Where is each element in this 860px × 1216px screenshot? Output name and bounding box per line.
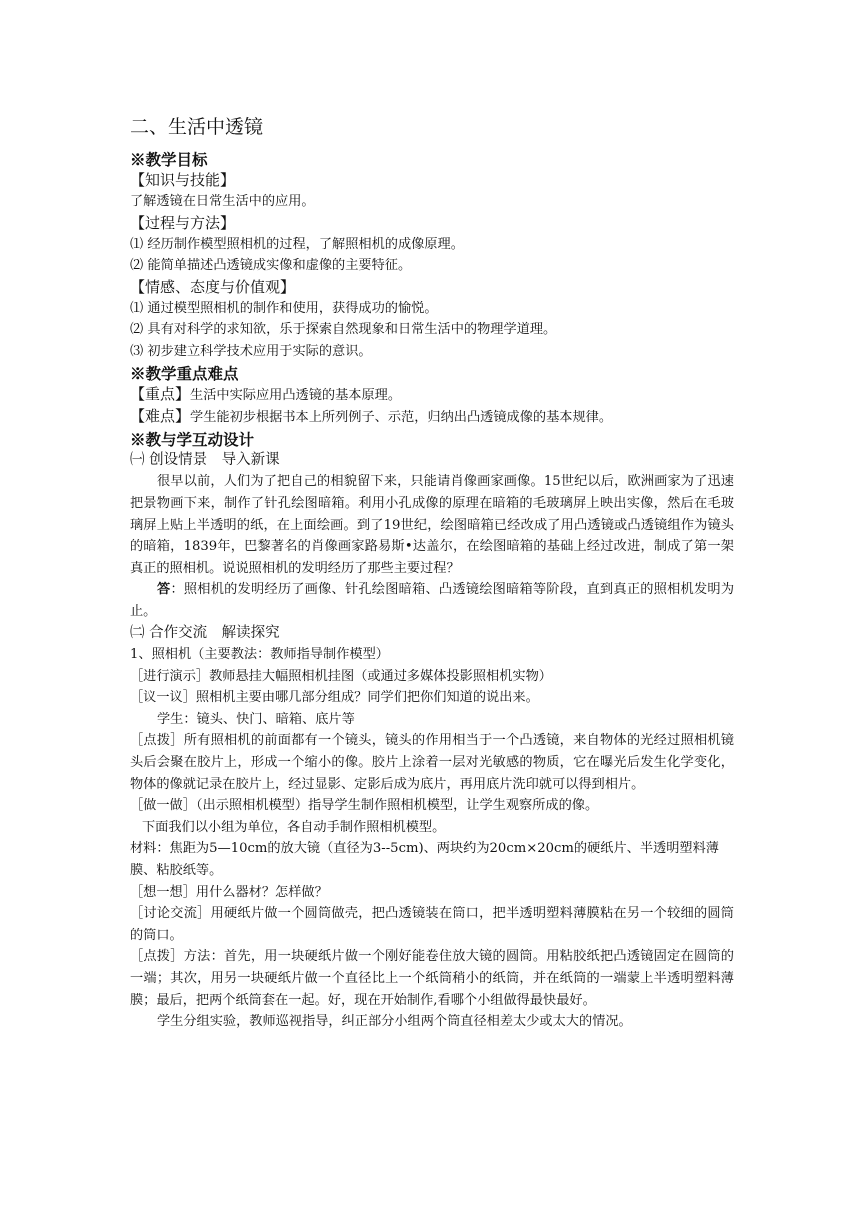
- answer-text: ：照相机的发明经历了画像、针孔绘图暗箱、凸透镜绘图暗箱等阶段，直到真正的照相机发明为止。: [130, 582, 735, 619]
- teaching-goals-heading: ※教学目标: [130, 150, 208, 169]
- process-item: ⑵ 能简单描述凸透镜成实像和虚像的主要特征。: [130, 258, 412, 274]
- hint-paragraph: ［点拨］所有照相机的前面都有一个镜头，镜头的作用相当于一个凸透镜，来自物体的光经过照相机镜头后会聚在胶片上，形成一个缩小的像。胶片上涂着一层对光敏感的物质，它在曝光后发生化学变化，物体的像就记录在胶片上，经过显影、定影后成为底片，再用底片洗印就可以得到相片。: [130, 733, 734, 792]
- key-point: [130, 384, 734, 407]
- interaction-design-heading: ※教与学互动设计: [130, 429, 255, 449]
- method-hint-paragraph: ［点拨］方法：首先，用一块硬纸片做一个刚好能卷住放大镜的圆筒。用粘胶纸把凸透镜固定在圆筒的一端；其次，用另一块硬纸片做一个直径比上一个纸筒稍小的纸筒，并在纸筒的一端蒙上半透明塑料薄膜；最后，把两个纸筒套在一起。好，现在开始制作,看哪个小组做得最快最好。: [130, 949, 734, 1008]
- camera-heading: 1、照相机（主要教法：教师指导制作模型）: [130, 647, 389, 663]
- emotion-item: ⑵ 具有对科学的求知欲，乐于探索自然现象和日常生活中的物理学道理。: [130, 322, 557, 338]
- emotion-item: ⑶ 初步建立科学技术应用于实际的意识。: [130, 343, 372, 359]
- experiment-text: 学生分组实验，教师巡视指导，纠正部分小组两个筒直径相差太少或太大的情况。: [157, 1014, 632, 1030]
- key-point-text: 生活中实际应用凸透镜的基本原理。: [190, 387, 402, 403]
- knowledge-heading: 【知识与技能】: [130, 171, 236, 189]
- emotion-heading: 【情感、态度与价值观】: [130, 277, 296, 296]
- key-point-label: 【重点】: [130, 384, 191, 403]
- material-text: 材料：焦距为5—10cm的放大镜（直径为3--5cm)、两块约为20cm×20cm的硬纸片、半透明塑料薄膜、粘胶纸等。: [130, 841, 719, 879]
- group-text: 下面我们以小组为单位，各自动手制作照相机模型。: [142, 819, 446, 835]
- demo-text: ［进行演示］教师悬挂大幅照相机挂图（或通过多媒体投影照相机实物）: [130, 668, 552, 684]
- answer-paragraph: [130, 579, 734, 622]
- think-text: ［想一想］用什么器材？怎样做？: [130, 884, 328, 900]
- difficulty-text: 学生能初步根据书本上所列例子、示范，归纳出凸透镜成像的基本规律。: [190, 410, 613, 426]
- key-points-heading: ※教学重点难点: [130, 363, 239, 383]
- section1-paragraph: 很早以前，人们为了把自己的相貌留下来，只能请肖像画家画像。15世纪以后，欧洲画家为了迅速把景物画下来，制作了针孔绘图暗箱。利用小孔成像的原理在暗箱的毛玻璃屏上映出实像，然后在毛玻璃屏上贴上半透明的纸，在上面绘画。到了19世纪，绘图暗箱已经改成了用凸透镜或凸透镜组作为镜头的暗箱，1839年，巴黎著名的肖像画家路易斯•达盖尔，在绘图暗箱的基础上经过改进，制成了第一架真正的照相机。说说照相机的发明经历了那些主要过程？: [130, 474, 734, 576]
- discuss-text: ［议一议］照相机主要由哪几部分组成？同学们把你们知道的说出来。: [130, 690, 539, 706]
- emotion-item: ⑴ 通过模型照相机的制作和使用，获得成功的愉悦。: [130, 300, 438, 316]
- discuss-exchange-text: ［讨论交流］用硬纸片做一个圆筒做壳，把凸透镜装在筒口，把半透明塑料薄膜粘在另一个较细的圆筒的筒口。: [130, 906, 734, 943]
- section2-heading: ㈡ 合作交流 解读探究: [130, 624, 280, 641]
- process-heading: 【过程与方法】: [130, 213, 236, 232]
- process-item: ⑴ 经历制作模型照相机的过程，了解照相机的成像原理。: [130, 236, 464, 252]
- knowledge-text: 了解透镜在日常生活中的应用。: [130, 194, 315, 209]
- do-text: ［做一做］（出示照相机模型）指导学生制作照相机模型，让学生观察所成的像。: [130, 798, 599, 814]
- section1-heading: ㈠ 创设情景 导入新课: [130, 451, 280, 468]
- student-answer: 学生：镜头、快门、暗箱、底片等: [157, 711, 355, 727]
- difficulty-label: 【难点】: [130, 407, 191, 426]
- difficulty-point: [130, 406, 734, 429]
- document-page: [130, 112, 734, 1033]
- page-title: 二、生活中透镜: [130, 116, 264, 138]
- answer-label: 答: [157, 582, 171, 598]
